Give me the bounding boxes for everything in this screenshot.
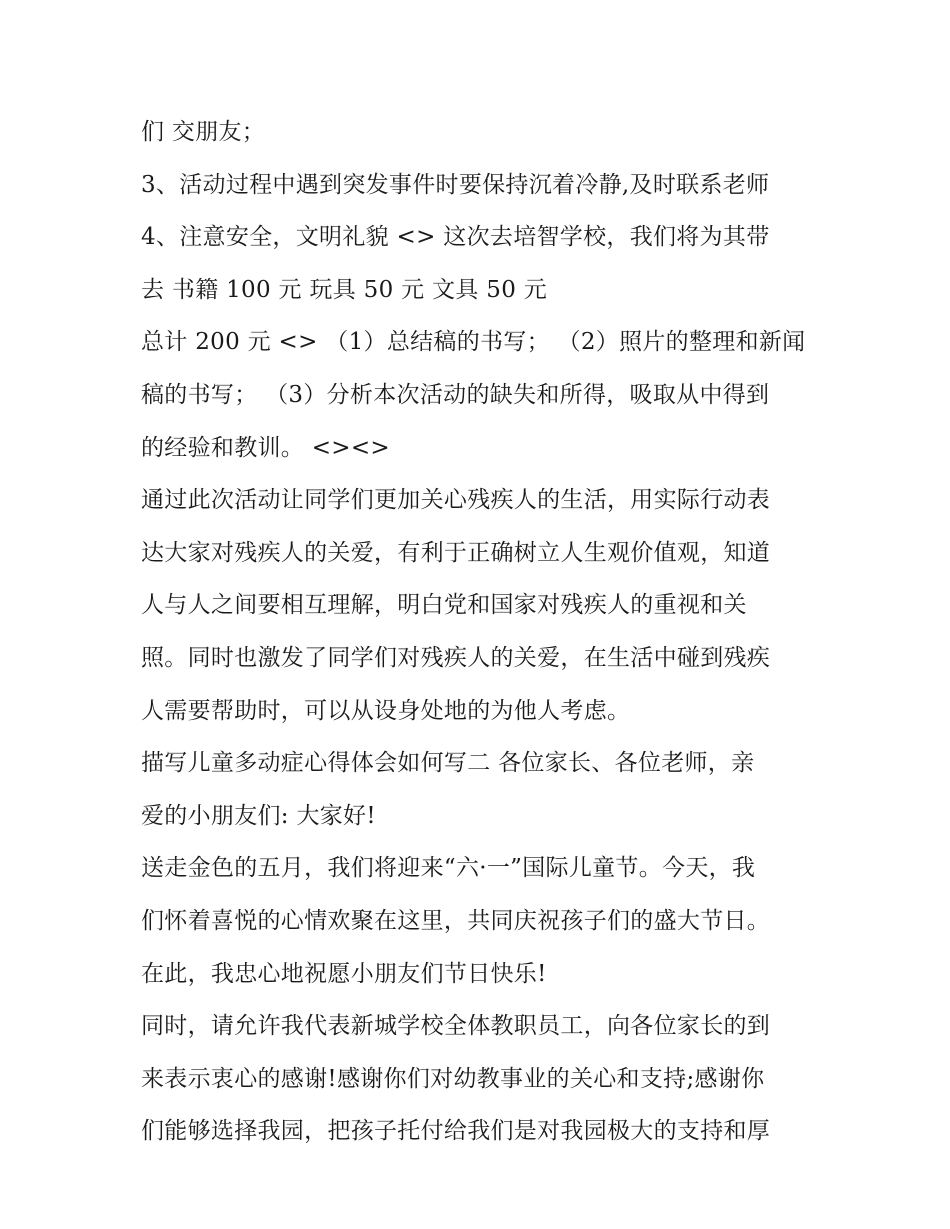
text-line: 照。同时也激发了同学们对残疾人的关爱，在生活中碰到残疾 <box>141 644 771 671</box>
text-line: 总计 200 元 <> （1）总结稿的书写； （2）照片的整理和新闻 <box>141 329 806 356</box>
text-line: 同时，请允许我代表新城学校全体教职员工，向各位家长的到 <box>141 1013 771 1040</box>
text-line: 的经验和教训。 <><> <box>141 434 390 461</box>
text-line: 去 书籍 100 元 玩具 50 元 文具 50 元 <box>141 276 548 303</box>
text-line: 通过此次活动让同学们更加关心残疾人的生活，用实际行动表 <box>141 487 771 514</box>
text-line: 人与人之间要相互理解，明白党和国家对残疾人的重视和关 <box>141 592 747 619</box>
text-line: 在此，我忠心地祝愿小朋友们节日快乐! <box>141 960 547 987</box>
text-line: 来表示衷心的感谢!感谢你们对幼教事业的关心和支持;感谢你 <box>141 1065 765 1092</box>
text-line: 送走金色的五月，我们将迎来“六·一”国际儿童节。今天，我 <box>141 855 756 882</box>
text-line: 4、注意安全，文明礼貌 <> 这次去培智学校，我们将为其带 <box>141 224 770 251</box>
document-body <box>141 106 821 1158</box>
text-line: 们能够选择我园，把孩子托付给我们是对我园极大的支持和厚 <box>141 1118 771 1145</box>
text-line: 达大家对残疾人的关爱，有利于正确树立人生观价值观，知道 <box>141 539 771 566</box>
text-line: 们怀着喜悦的心情欢聚在这里，共同庆祝孩子们的盛大节日。 <box>141 907 771 934</box>
text-line: 人需要帮助时，可以从设身处地的为他人考虑。 <box>141 697 631 724</box>
text-line: 描写儿童多动症心得体会如何写二 各位家长、各位老师，亲 <box>141 750 755 777</box>
text-line: 爱的小朋友们: 大家好! <box>141 802 376 829</box>
text-line: 3、活动过程中遇到突发事件时要保持沉着冷静,及时联系老师 <box>141 171 770 198</box>
text-line: 稿的书写； （3）分析本次活动的缺失和所得，吸取从中得到 <box>141 381 770 408</box>
text-line: 们 交朋友； <box>141 119 266 145</box>
